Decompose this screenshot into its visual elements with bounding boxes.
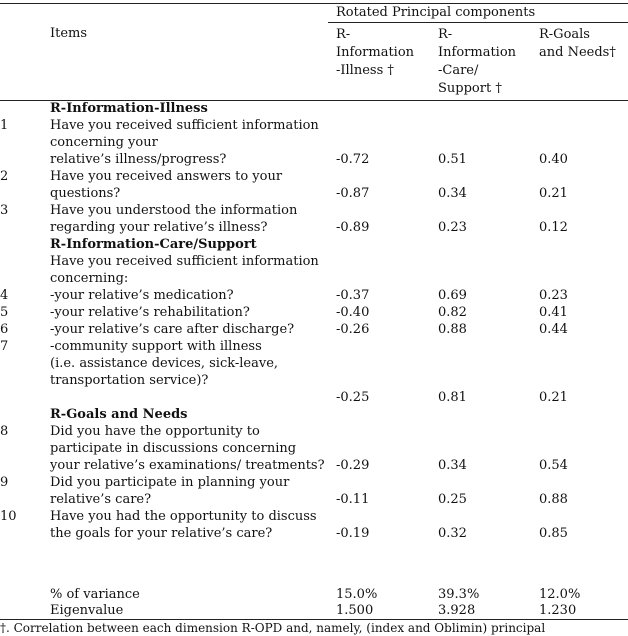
col2-header-line: Information — [438, 45, 517, 60]
loading-goals-needs: 0.12 — [539, 220, 568, 235]
row-number: 4 — [0, 288, 9, 303]
row-text-line: Did you participate in planning your — [50, 475, 290, 490]
loading-care-support: 0.32 — [438, 526, 467, 541]
loading-goals-needs: 0.40 — [539, 152, 568, 167]
row-text-line: (i.e. assistance devices, sick-leave, — [50, 356, 279, 371]
group-header-rule — [328, 22, 628, 23]
row-number: 5 — [0, 305, 9, 320]
loading-goals-needs: 0.41 — [539, 305, 568, 320]
row-text-line: the goals for your relative’s care? — [50, 526, 273, 541]
col2-header-line: -Care/ — [438, 63, 479, 78]
variance-label: % of variance — [50, 587, 140, 602]
col2-header-line: Support † — [438, 81, 502, 96]
row-text-line: Have you had the opportunity to discuss — [50, 509, 317, 524]
loading-goals-needs: 0.88 — [539, 492, 568, 507]
variance-illness: 15.0% — [336, 587, 378, 602]
col3-header-line: and Needs† — [539, 45, 616, 60]
col3-header-line: R-Goals — [539, 27, 590, 42]
row-text-line: -your relative’s medication? — [50, 288, 234, 303]
col2-header-line: R- — [438, 27, 453, 42]
loading-care-support: 0.81 — [438, 390, 467, 405]
section-intro-line: Have you received sufficient information — [50, 254, 319, 269]
row-text-line: -community support with illness — [50, 339, 262, 354]
loading-illness: -0.87 — [336, 186, 370, 201]
group-header: Rotated Principal components — [336, 5, 536, 20]
row-number: 7 — [0, 339, 9, 354]
loading-illness: -0.37 — [336, 288, 370, 303]
row-text-line: relative’s illness/progress? — [50, 152, 227, 167]
row-text-line: relative’s care? — [50, 492, 152, 507]
row-number: 1 — [0, 118, 9, 133]
table-footnote: †. Correlation between each dimension R-OPD and, namely, (index and Oblimin) principal — [0, 621, 546, 635]
items-header: Items — [50, 26, 88, 41]
section-intro-line: concerning: — [50, 271, 129, 286]
row-text-line: concerning your — [50, 135, 158, 150]
row-text-line: Have you received answers to your — [50, 169, 283, 184]
row-number: 3 — [0, 203, 9, 218]
loading-illness: -0.11 — [336, 492, 370, 507]
row-text-line: Have you understood the information — [50, 203, 298, 218]
row-text-line: transportation service)? — [50, 373, 209, 388]
section-title: R-Goals and Needs — [50, 407, 188, 422]
eigenvalue-illness: 1.500 — [336, 603, 374, 618]
loading-goals-needs: 0.21 — [539, 390, 568, 405]
row-text-line: questions? — [50, 186, 121, 201]
loading-goals-needs: 0.44 — [539, 322, 568, 337]
row-text-line: regarding your relative’s illness? — [50, 220, 268, 235]
loading-illness: -0.26 — [336, 322, 370, 337]
eigenvalue-goals-needs: 1.230 — [539, 603, 577, 618]
loading-illness: -0.19 — [336, 526, 370, 541]
col1-header-line: Information — [336, 45, 415, 60]
eigenvalue-label: Eigenvalue — [50, 603, 124, 618]
row-text-line: -your relative’s rehabilitation? — [50, 305, 250, 320]
loading-goals-needs: 0.54 — [539, 458, 568, 473]
section-title: R-Information-Care/Support — [50, 237, 257, 252]
row-number: 9 — [0, 475, 9, 490]
loading-care-support: 0.34 — [438, 186, 467, 201]
loading-illness: -0.89 — [336, 220, 370, 235]
row-number: 8 — [0, 424, 9, 439]
variance-care-support: 39.3% — [438, 587, 480, 602]
row-number: 6 — [0, 322, 9, 337]
row-text-line: your relative’s examinations/ treatments? — [50, 458, 325, 473]
row-number: 10 — [0, 509, 17, 524]
row-text-line: Did you have the opportunity to — [50, 424, 260, 439]
loading-illness: -0.40 — [336, 305, 370, 320]
loading-illness: -0.72 — [336, 152, 370, 167]
loading-care-support: 0.34 — [438, 458, 467, 473]
loading-goals-needs: 0.85 — [539, 526, 568, 541]
loading-care-support: 0.88 — [438, 322, 467, 337]
col1-header-line: -Illness † — [336, 63, 394, 78]
row-text-line: participate in discussions concerning — [50, 441, 297, 456]
loading-care-support: 0.51 — [438, 152, 467, 167]
row-number: 2 — [0, 169, 9, 184]
loading-care-support: 0.82 — [438, 305, 467, 320]
section-title: R-Information-Illness — [50, 101, 208, 116]
variance-goals-needs: 12.0% — [539, 587, 581, 602]
loading-goals-needs: 0.23 — [539, 288, 568, 303]
col1-header-line: R- — [336, 27, 351, 42]
loading-care-support: 0.69 — [438, 288, 467, 303]
loading-care-support: 0.23 — [438, 220, 467, 235]
loading-illness: -0.29 — [336, 458, 370, 473]
loading-goals-needs: 0.21 — [539, 186, 568, 201]
eigenvalue-care-support: 3.928 — [438, 603, 476, 618]
row-text-line: -your relative’s care after discharge? — [50, 322, 295, 337]
row-text-line: Have you received sufficient information — [50, 118, 319, 133]
loading-care-support: 0.25 — [438, 492, 467, 507]
loading-illness: -0.25 — [336, 390, 370, 405]
table-top-rule — [0, 3, 628, 4]
